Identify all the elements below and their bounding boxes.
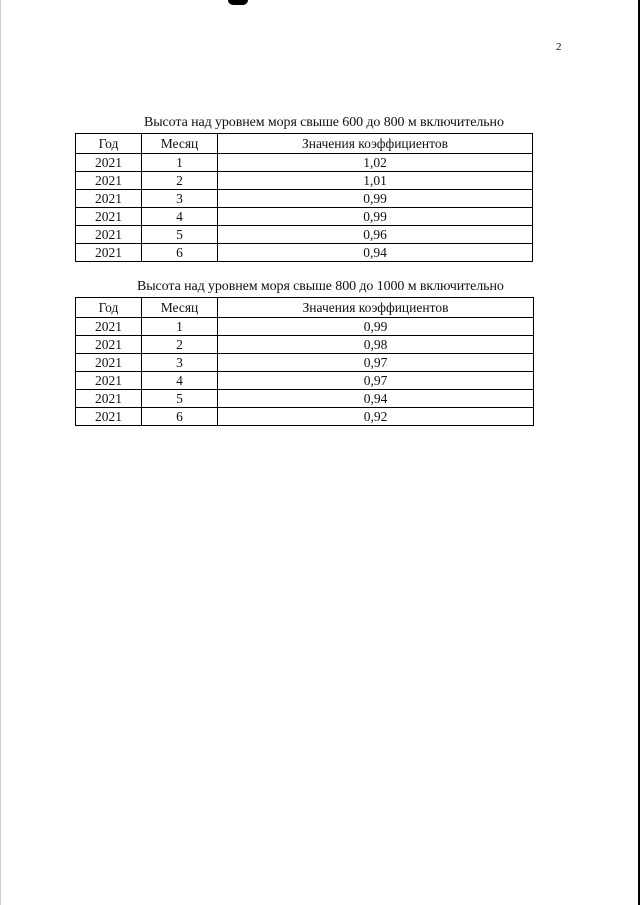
cell-year: 2021 [76,190,142,208]
table-row [76,390,534,408]
table-header-row [76,134,533,154]
cell-year: 2021 [76,390,142,408]
cell-coefficient: 0,94 [218,390,534,408]
table-row [76,172,533,190]
cell-month: 4 [142,208,218,226]
table-row [76,190,533,208]
cell-year: 2021 [76,226,142,244]
cell-coefficient: 0,99 [218,318,534,336]
cell-year: 2021 [76,172,142,190]
scan-left-edge [0,0,1,905]
table-row [76,226,533,244]
cell-month: 3 [142,354,218,372]
cell-month: 5 [142,390,218,408]
table-row [76,372,534,390]
cell-year: 2021 [76,318,142,336]
cell-month: 1 [142,318,218,336]
table-header-row [76,298,534,318]
coefficients-table-600-800 [75,133,533,262]
cell-year: 2021 [76,354,142,372]
cell-month: 6 [142,408,218,426]
cell-coefficient: 0,97 [218,354,534,372]
cell-year: 2021 [76,208,142,226]
cell-month: 4 [142,372,218,390]
cell-coefficient: 0,94 [218,244,533,262]
cell-coefficient: 1,02 [218,154,533,172]
table-row [76,408,534,426]
scan-top-mark [228,0,248,5]
header-month: Месяц [142,298,218,318]
cell-year: 2021 [76,408,142,426]
table-row [76,208,533,226]
header-coefficient: Значения коэффициентов [218,298,534,318]
page-number: 2 [556,41,562,53]
table-row [76,318,534,336]
coefficients-table-800-1000 [75,297,534,426]
cell-coefficient: 0,92 [218,408,534,426]
header-year: Год [76,298,142,318]
cell-coefficient: 0,97 [218,372,534,390]
cell-month: 6 [142,244,218,262]
table-row [76,244,533,262]
cell-month: 1 [142,154,218,172]
cell-month: 3 [142,190,218,208]
header-coefficient: Значения коэффициентов [218,134,533,154]
cell-coefficient: 1,01 [218,172,533,190]
table-row [76,354,534,372]
cell-month: 2 [142,336,218,354]
section-title-600-800: Высота над уровнем моря свыше 600 до 800 м включительно [144,115,504,130]
cell-coefficient: 0,98 [218,336,534,354]
cell-coefficient: 0,99 [218,208,533,226]
cell-coefficient: 0,96 [218,226,533,244]
cell-year: 2021 [76,336,142,354]
section-title-800-1000: Высота над уровнем моря свыше 800 до 1000 м включительно [137,279,504,294]
cell-year: 2021 [76,154,142,172]
table-row [76,154,533,172]
cell-month: 5 [142,226,218,244]
cell-year: 2021 [76,244,142,262]
cell-coefficient: 0,99 [218,190,533,208]
header-year: Год [76,134,142,154]
cell-month: 2 [142,172,218,190]
header-month: Месяц [142,134,218,154]
cell-year: 2021 [76,372,142,390]
table-row [76,336,534,354]
